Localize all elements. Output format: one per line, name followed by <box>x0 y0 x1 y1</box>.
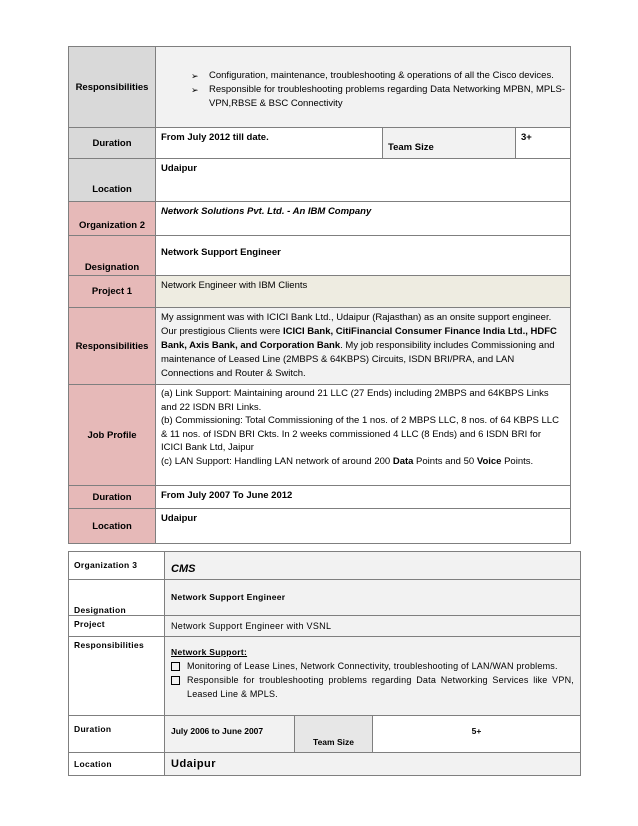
checkbox-bullet-icon <box>171 676 180 685</box>
duration-3-value: July 2006 to June 2007 <box>165 716 295 753</box>
responsibilities-2-text: My assignment was with ICICI Bank Ltd., Udaipur (Rajasthan) as an onsite support engineer. Our prestigious Clients were ICICI Bank, CitiFinancial Consumer Finance India Ltd., HDFC Bank, Axis Bank, and Corporation Bank. My job responsibility includes Commissioning and maintenance of Leased Line (2MBPS & 64KBPS) Circuits, ISDN BRI/PRA, and LAN Connections and Router & Switch. <box>156 308 571 385</box>
responsibilities-3-label: Responsibilities <box>69 637 165 716</box>
team-size-value: 3+ <box>516 128 571 159</box>
organization-3-table <box>68 551 581 776</box>
organization-2-label: Organization 2 <box>69 202 156 236</box>
designation-label: Designation <box>69 236 156 276</box>
arrow-bullet-icon: ➢ <box>191 85 199 95</box>
organization-3-name: CMS <box>165 552 581 580</box>
designation-3-value: Network Support Engineer <box>165 580 581 616</box>
location-value: Udaipur <box>156 159 571 202</box>
team-size-3-value: 5+ <box>373 716 581 753</box>
location-3-value: Udaipur <box>165 753 581 776</box>
designation-value: Network Support Engineer <box>156 236 571 276</box>
team-size-label: Team Size <box>383 128 516 159</box>
project-label: Project 1 <box>69 276 156 308</box>
responsibility-item: Responsible for troubleshooting problems regarding Data Networking Services like VPN, Leased Line & MPLS. <box>171 673 574 701</box>
location-2-value: Udaipur <box>156 509 571 544</box>
responsibilities-2-label: Responsibilities <box>69 308 156 385</box>
project-value: Network Engineer with IBM Clients <box>156 276 571 308</box>
job-profile-label: Job Profile <box>69 385 156 486</box>
job-profile-text: (a) Link Support: Maintaining around 21 LLC (27 Ends) including 2MBPS and 64KBPS Links and 22 ISDN BRI Links. (b) Commissioning: Total Commissioning of the 1 nos. of 2 MBPS LLC, 8 nos. of 64 KBPS LLC & 11 nos. of ISDN BRI Ckts. In 2 weeks commissioned 4 LLC (8 Ends) and 6 ISDN BRI for ICICI Bank Ltd, Jaipur (c) LAN Support: Handling LAN network of around 200 Data Points and 50 Voice Points. <box>156 385 571 486</box>
location-3-label: Location <box>69 753 165 776</box>
designation-3-label: Designation <box>69 580 165 616</box>
responsibilities-label: Responsibilities <box>69 47 156 128</box>
responsibilities-cell <box>156 47 571 128</box>
duration-2-label: Duration <box>69 486 156 509</box>
duration-2-value: From July 2007 To June 2012 <box>156 486 571 509</box>
responsibility-item: ➢ Configuration, maintenance, troubleshooting & operations of all the Cisco devices. <box>191 70 554 81</box>
organization-2-table <box>68 46 571 544</box>
duration-value: From July 2012 till date. <box>156 128 383 159</box>
network-support-heading: Network Support: <box>171 647 248 657</box>
responsibility-item: ➢ Responsible for troubleshooting problems regarding Data Networking MPBN, MPLS-VPN,RBSE & BSC Connectivity <box>191 84 566 109</box>
location-label: Location <box>69 159 156 202</box>
checkbox-bullet-icon <box>171 662 180 671</box>
responsibility-item: Monitoring of Lease Lines, Network Connectivity, troubleshooting of LAN/WAN problems. <box>171 659 574 673</box>
organization-2-name: Network Solutions Pvt. Ltd. - An IBM Company <box>156 202 571 236</box>
project-3-value: Network Support Engineer with VSNL <box>165 616 581 637</box>
project-3-label: Project <box>69 616 165 637</box>
responsibilities-3-cell <box>165 637 581 716</box>
location-2-label: Location <box>69 509 156 544</box>
duration-3-label: Duration <box>69 716 165 753</box>
arrow-bullet-icon: ➢ <box>191 71 199 81</box>
team-size-3-label: Team Size <box>295 716 373 753</box>
duration-label: Duration <box>69 128 156 159</box>
organization-3-label: Organization 3 <box>69 552 165 580</box>
